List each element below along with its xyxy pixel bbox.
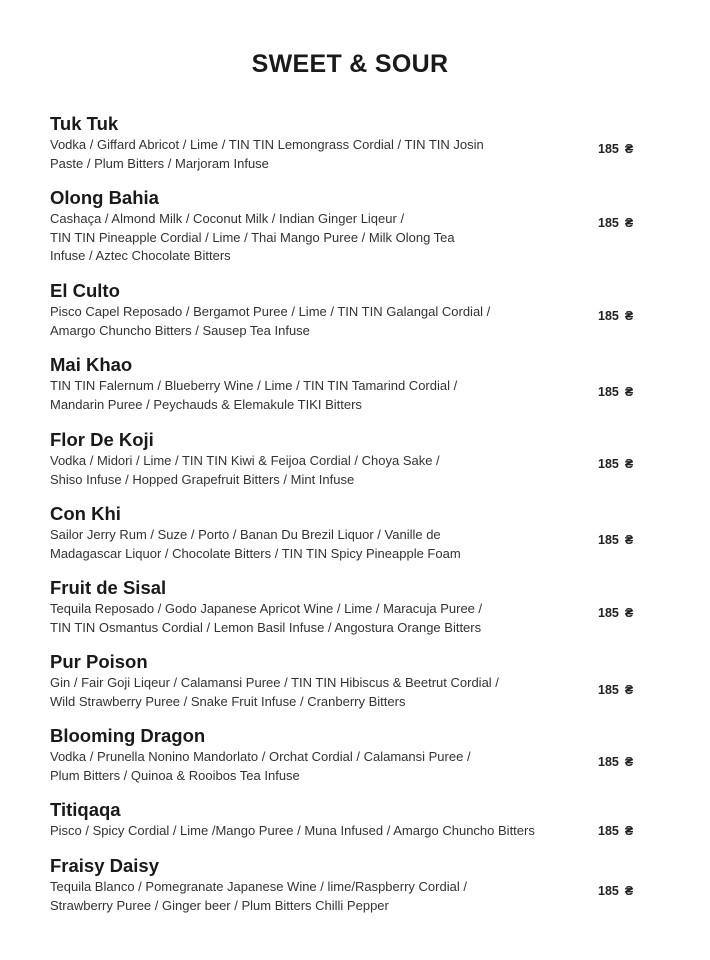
price-value: 185: [598, 385, 619, 399]
item-description: [50, 303, 580, 340]
item-price: [598, 683, 633, 697]
price-value: 185: [598, 216, 619, 230]
item-price: [598, 457, 633, 471]
currency-symbol: ₴: [624, 824, 634, 838]
menu-item: [50, 112, 650, 173]
currency-symbol: ₴: [624, 606, 634, 620]
description-line: Pisco Capel Reposado / Bergamot Puree / Lime / TIN TIN Galangal Cordial /: [50, 304, 491, 319]
item-price: [598, 533, 633, 547]
item-description: [50, 748, 580, 785]
menu-item: [50, 650, 650, 711]
description-line: TIN TIN Osmantus Cordial / Lemon Basil Infuse / Angostura Orange Bitters: [50, 619, 482, 635]
description-line: Gin / Fair Goji Liqeur / Calamansi Puree / TIN TIN Hibiscus & Beetrut Cordial /: [50, 675, 499, 690]
menu-item: [50, 724, 650, 785]
currency-symbol: ₴: [624, 385, 634, 399]
page-title: SWEET & SOUR: [251, 50, 449, 78]
menu-item: [50, 428, 650, 489]
item-price: [598, 824, 633, 838]
price-value: 185: [598, 683, 619, 697]
item-description: [50, 822, 580, 841]
description-line: Infuse / Aztec Chocolate Bitters: [50, 248, 231, 263]
item-name: Olong Bahia: [50, 187, 159, 208]
currency-symbol: ₴: [624, 309, 634, 323]
price-value: 185: [598, 309, 619, 323]
menu-item: [50, 502, 650, 563]
item-description: [50, 878, 580, 915]
item-name: Titiqaqa: [50, 799, 121, 820]
item-name: Mai Khao: [50, 354, 133, 375]
description-line: Plum Bitters / Quinoa & Rooibos Tea Infuse: [50, 767, 300, 783]
item-name: Pur Poison: [50, 651, 148, 672]
item-name: Blooming Dragon: [50, 725, 206, 746]
item-description: [50, 526, 580, 563]
item-price: [598, 385, 633, 399]
item-price: [598, 606, 633, 620]
item-name: Tuk Tuk: [50, 113, 119, 134]
item-description: [50, 136, 580, 173]
price-value: 185: [598, 606, 619, 620]
description-line: Pisco / Spicy Cordial / Lime /Mango Puree / Muna Infused / Amargo Chuncho Bitters: [50, 823, 535, 838]
description-line: TIN TIN Pineapple Cordial / Lime / Thai Mango Puree / Milk Olong Tea: [50, 229, 455, 245]
menu-item: [50, 186, 650, 266]
menu-item: [50, 353, 650, 414]
description-line: Tequila Reposado / Godo Japanese Apricot Wine / Lime / Maracuja Puree /: [50, 601, 483, 616]
menu-item: [50, 576, 650, 637]
item-name: Fraisy Daisy: [50, 855, 160, 876]
item-description: [50, 210, 580, 266]
item-price: [598, 216, 633, 230]
currency-symbol: ₴: [624, 216, 634, 230]
currency-symbol: ₴: [624, 683, 634, 697]
price-value: 185: [598, 884, 619, 898]
description-line: Shiso Infuse / Hopped Grapefruit Bitters / Mint Infuse: [50, 471, 355, 487]
item-description: [50, 452, 580, 489]
item-name: Flor De Koji: [50, 429, 154, 450]
item-name: Con Khi: [50, 503, 121, 524]
currency-symbol: ₴: [624, 142, 634, 156]
price-value: 185: [598, 533, 619, 547]
menu-item: [50, 279, 650, 340]
item-description: [50, 600, 580, 637]
description-line: TIN TIN Falernum / Blueberry Wine / Lime / TIN TIN Tamarind Cordial /: [50, 378, 458, 393]
description-line: Sailor Jerry Rum / Suze / Porto / Banan Du Brezil Liquor / Vanille de: [50, 527, 441, 542]
description-line: Mandarin Puree / Peychauds & Elemakule TIKI Bitters: [50, 396, 362, 412]
price-value: 185: [598, 457, 619, 471]
currency-symbol: ₴: [624, 755, 634, 769]
price-value: 185: [598, 824, 619, 838]
description-line: Wild Strawberry Puree / Snake Fruit Infuse / Cranberry Bitters: [50, 693, 406, 709]
description-line: Tequila Blanco / Pomegranate Japanese Wine / lime/Raspberry Cordial /: [50, 879, 467, 894]
description-line: Amargo Chuncho Bitters / Sausep Tea Infuse: [50, 322, 310, 338]
description-line: Paste / Plum Bitters / Marjoram Infuse: [50, 155, 269, 171]
description-line: Vodka / Midori / Lime / TIN TIN Kiwi & Feijoa Cordial / Choya Sake /: [50, 453, 440, 468]
currency-symbol: ₴: [624, 884, 634, 898]
description-line: Cashaça / Almond Milk / Coconut Milk / Indian Ginger Liqeur /: [50, 211, 405, 226]
currency-symbol: ₴: [624, 457, 634, 471]
menu-item: [50, 798, 650, 841]
item-price: [598, 309, 633, 323]
price-value: 185: [598, 755, 619, 769]
item-name: El Culto: [50, 280, 120, 301]
item-name: Fruit de Sisal: [50, 577, 167, 598]
item-price: [598, 142, 633, 156]
item-description: [50, 674, 580, 711]
item-price: [598, 755, 633, 769]
price-value: 185: [598, 142, 619, 156]
currency-symbol: ₴: [624, 533, 634, 547]
menu-item: [50, 854, 650, 915]
item-price: [598, 884, 633, 898]
item-description: [50, 377, 580, 414]
description-line: Vodka / Giffard Abricot / Lime / TIN TIN Lemongrass Cordial / TIN TIN Josin: [50, 137, 484, 152]
description-line: Vodka / Prunella Nonino Mandorlato / Orchat Cordial / Calamansi Puree /: [50, 749, 471, 764]
description-line: Madagascar Liquor / Chocolate Bitters / TIN TIN Spicy Pineapple Foam: [50, 545, 461, 561]
description-line: Strawberry Puree / Ginger beer / Plum Bitters Chilli Pepper: [50, 897, 389, 913]
